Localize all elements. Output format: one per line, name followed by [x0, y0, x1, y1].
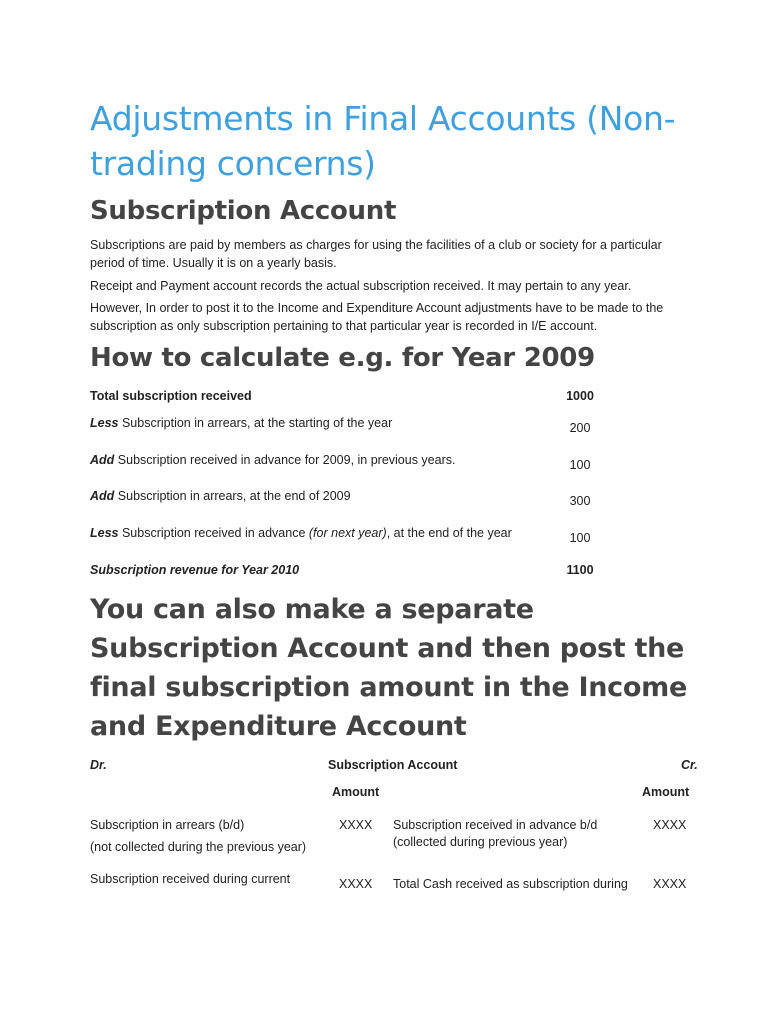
paragraph-3: However, In order to post it to the Income and Expenditure Account adjustments have to be made to the subscription as only subscription pertaining to that particular year is recorded in I/E account. [90, 301, 664, 333]
calc-row-less-arrears-value: 200 [569, 421, 591, 435]
calc-text: Subscription in arrears, at the end of 2009 [114, 489, 351, 503]
calc-prefix-less: Less [90, 416, 119, 430]
account-left-row-1-line-1: Subscription in arrears (b/d) [90, 818, 245, 832]
calc-row-revenue-label: Subscription revenue for Year 2010 [90, 563, 300, 577]
account-amount-header-right: Amount [642, 785, 690, 799]
calc-row-less-advance-end-value: 100 [569, 531, 591, 545]
paragraph-1: Subscriptions are paid by members as charges for using the facilities of a club or society for a particular period of time. Usually it is on a yearly basis. [90, 238, 662, 270]
calc-row-less-advance-end [90, 526, 512, 540]
calc-row-add-arrears-end-value: 300 [569, 494, 591, 508]
calc-row-add-advance [90, 453, 455, 467]
calc-row-total-value: 1000 [566, 389, 594, 403]
calc-prefix-less: Less [90, 526, 119, 540]
page-title: Adjustments in Final Accounts (Non-trading concerns) [90, 99, 676, 183]
section-heading-separate-account: You can also make a separate Subscription Account and then post the final subscription amount in the Income and Expenditure Account [90, 594, 687, 742]
calc-row-less-arrears [90, 416, 392, 430]
account-cr-label: Cr. [681, 758, 698, 772]
calc-text: Subscription in arrears, at the starting of the year [118, 416, 393, 430]
calc-text: Subscription received in advance [118, 526, 309, 540]
account-right-row-1-line-2: (collected during previous year) [393, 835, 568, 849]
account-left-row-2-line-1: Subscription received during current [90, 872, 291, 886]
calc-row-add-arrears-end [90, 489, 351, 503]
account-right-row-2-line-1: Total Cash received as subscription during [393, 877, 628, 891]
account-left-row-1-line-2: (not collected during the previous year) [90, 840, 307, 854]
account-amount-header-left: Amount [332, 785, 380, 799]
account-right-row-1-amount: XXXX [653, 818, 687, 832]
account-left-row-2-amount: XXXX [339, 877, 373, 891]
account-left-row-1-amount: XXXX [339, 818, 373, 832]
calc-text: Subscription received in advance for 2009, in previous years. [114, 453, 456, 467]
calc-text-italic: (for next year) [308, 526, 387, 540]
account-right-row-1-line-1: Subscription received in advance b/d [393, 818, 598, 832]
section-heading-subscription-account: Subscription Account [90, 196, 397, 226]
calc-row-revenue-value: 1100 [566, 563, 594, 577]
calc-prefix-add: Add [90, 453, 115, 467]
calc-text-suffix: , at the end of the year [386, 526, 512, 540]
calc-prefix-add: Add [90, 489, 115, 503]
calc-row-total-label: Total subscription received [90, 389, 252, 403]
calc-row-add-advance-value: 100 [569, 458, 591, 472]
account-dr-label: Dr. [90, 758, 107, 772]
account-title: Subscription Account [328, 758, 458, 772]
paragraph-2: Receipt and Payment account records the actual subscription received. It may pertain to any year. [90, 279, 632, 293]
section-heading-how-to-calculate: How to calculate e.g. for Year 2009 [90, 343, 595, 373]
account-right-row-2-amount: XXXX [653, 877, 687, 891]
